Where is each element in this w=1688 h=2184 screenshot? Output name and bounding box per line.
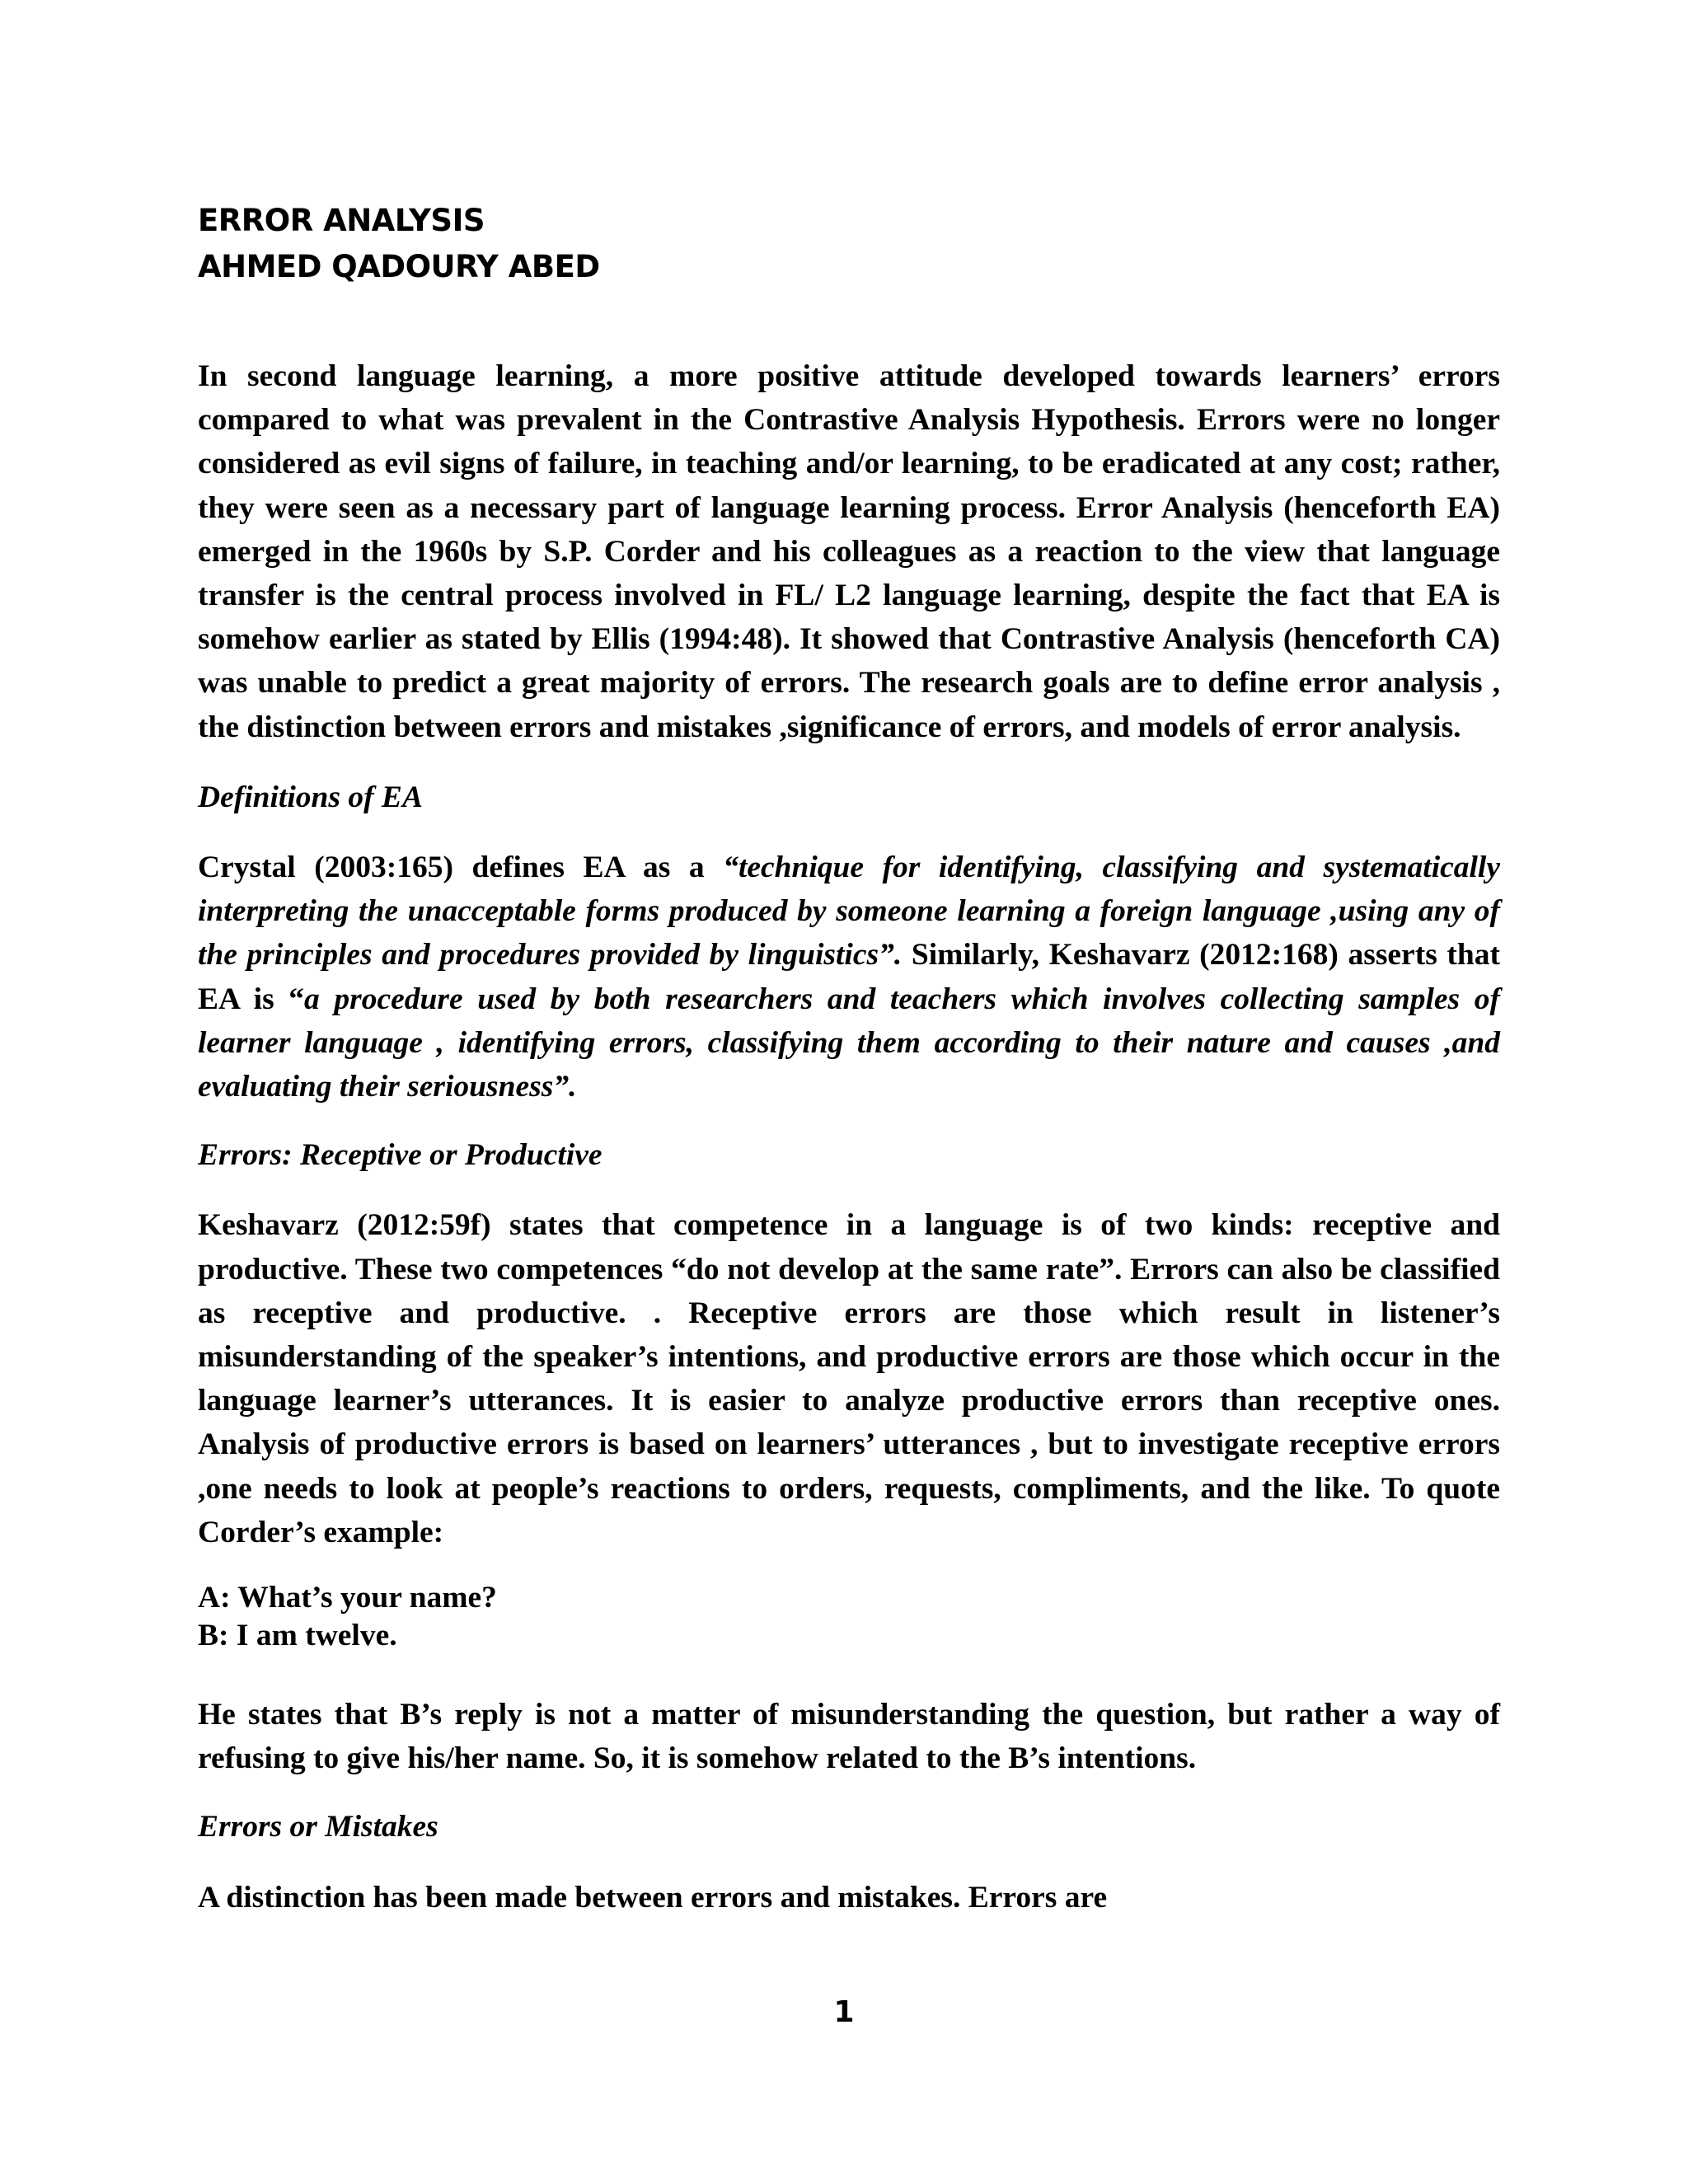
author-name: AHMED QADOURY ABED xyxy=(198,249,600,284)
page-content xyxy=(198,198,1500,1944)
mistakes-paragraph: A distinction has been made between errors and mistakes. Errors are xyxy=(198,1880,1108,1915)
dialogue-line-a: A: What’s your name? xyxy=(198,1581,497,1615)
keshavarz-quote: a procedure used by both researchers and teachers which involves collecting samples of learner language , identifying errors, classifying them according to their nature and causes ,and evaluating their seriousness”. xyxy=(198,982,1500,1104)
section-heading-receptive-productive: Errors: Receptive or Productive xyxy=(198,1138,603,1173)
section-heading-definitions: Definitions of EA xyxy=(198,780,423,814)
followup-paragraph: He states that B’s reply is not a matter of misunderstanding the question, but rather a way of refusing to give his/her name. So, it is somehow related to the B’s intentions. xyxy=(198,1698,1500,1776)
definitions-text-2: Similarly, Keshavarz (2012:168) asserts that EA is “ xyxy=(198,938,1500,1016)
page-number: 1 xyxy=(833,1995,855,2029)
definitions-paragraph xyxy=(198,846,1500,1108)
definitions-text-1: Crystal (2003:165) defines EA as a xyxy=(198,851,724,885)
intro-paragraph: In second language learning, a more positive attitude developed towards learners’ errors compared to what was prevalent in the Contrastive Analysis Hypothesis. Errors were no longer considered as evil signs of failure, in teaching and/or learning, to be eradicated at any cost; rather, they were seen as a necessary part of language learning process. Error Analysis (henceforth EA) emerged in the 1960s by S.P. Corder and his colleagues as a reaction to the view that language transfer is the central process involved in FL/ L2 language learning, despite the fact that EA is somehow earlier as stated by Ellis (1994:48). It showed that Contrastive Analysis (henceforth CA) was unable to predict a great majority of errors. The research goals are to define error analysis , the distinction between errors and mistakes ,significance of errors, and models of error analysis. xyxy=(198,359,1500,744)
title-block xyxy=(198,198,1500,290)
crystal-quote: “technique for identifying, classifying and systematically interpreting the unacceptable forms produced by someone learning a foreign language ,using any of the principles and procedures provided by linguistics”. xyxy=(198,851,1500,972)
document-title: ERROR ANALYSIS xyxy=(198,203,485,238)
receptive-paragraph: Keshavarz (2012:59f) states that competence in a language is of two kinds: receptive and productive. These two competences “do not develop at the same rate”. Errors can also be classified as receptive and productive. . Receptive errors are those which result in listener’s misunderstanding of the speaker’s intentions, and productive errors are those which occur in the language learner’s utterances. It is easier to analyze productive errors than receptive ones. Analysis of productive errors is based on learners’ utterances , but to investigate receptive errors ,one needs to look at people’s reactions to orders, requests, compliments, and the like. To quote Corder’s example: xyxy=(198,1208,1500,1549)
section-heading-errors-mistakes: Errors or Mistakes xyxy=(198,1810,438,1844)
corder-dialogue xyxy=(198,1579,1500,1655)
dialogue-line-b: B: I am twelve. xyxy=(198,1619,397,1653)
